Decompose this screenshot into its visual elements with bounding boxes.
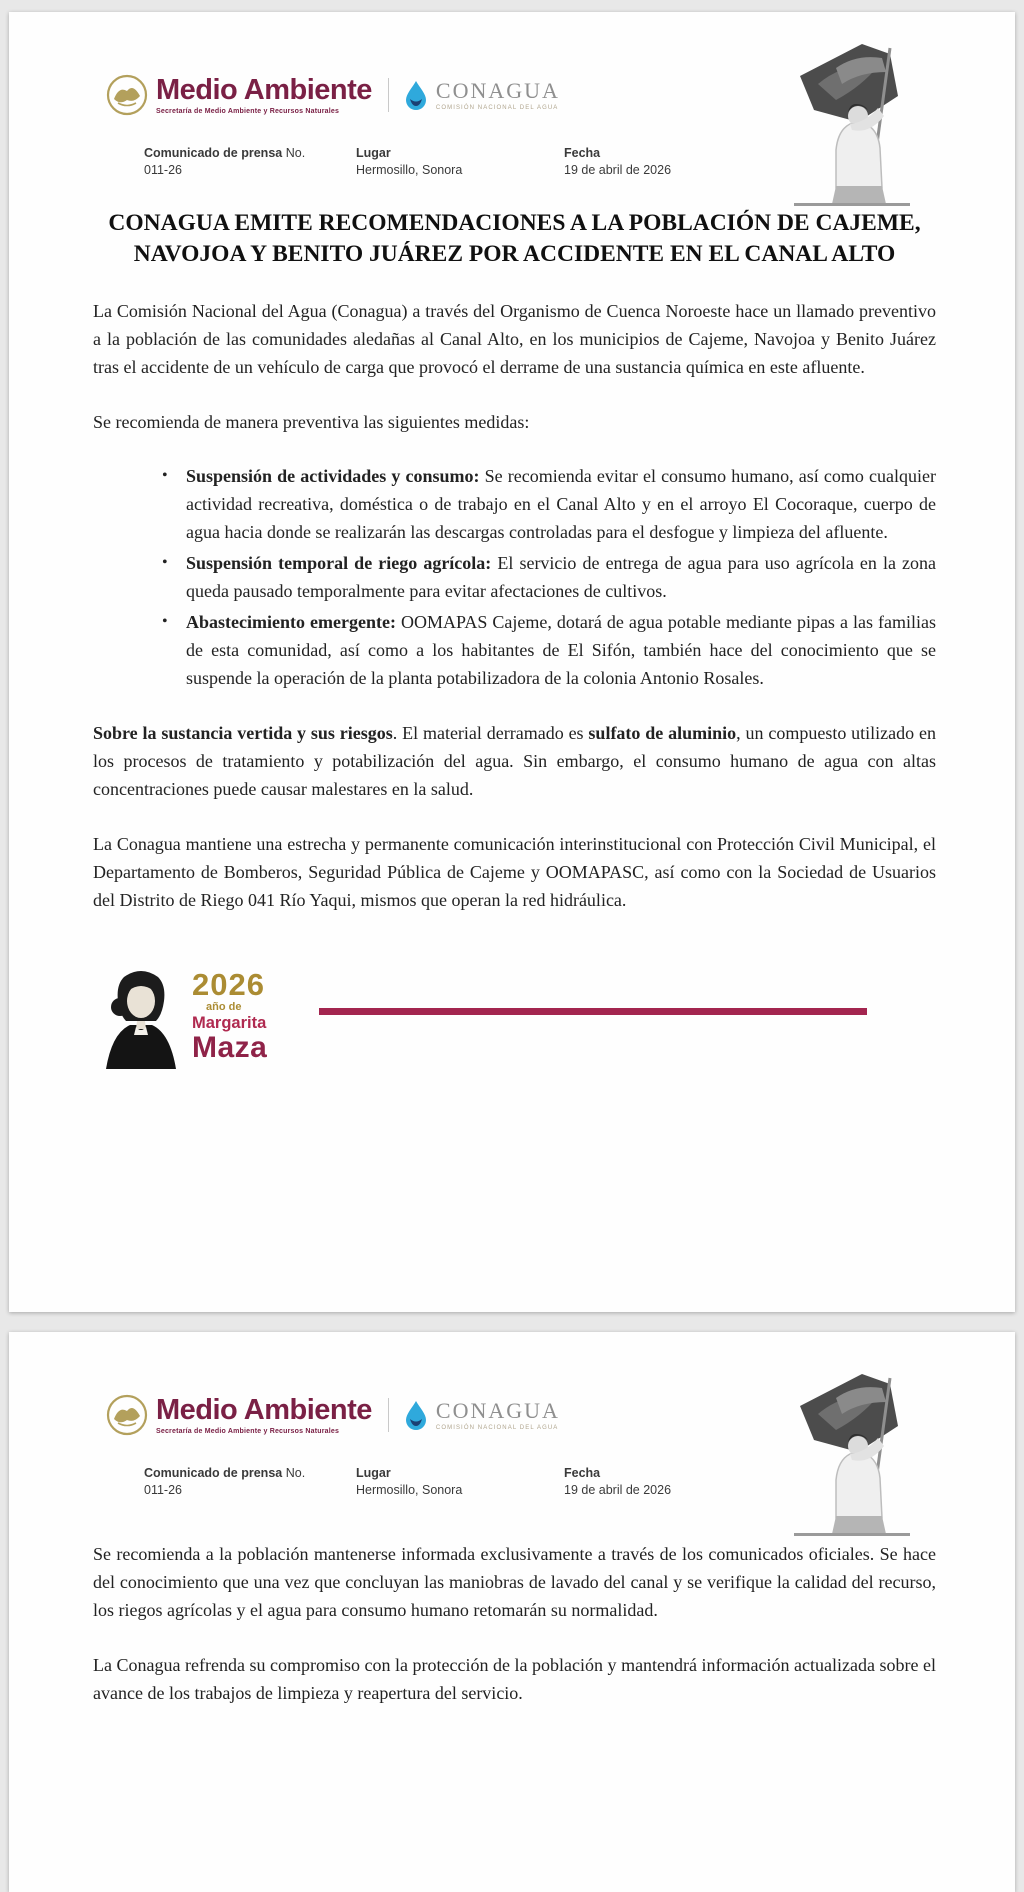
paragraph-informacion-oficial: Se recomienda a la población mantenerse informada exclusivamente a través de los comunicados oficiales. Se hace del conocimiento que una vez que concluyan las maniobras de lavado del canal y se verifique la calidad del recurso, los riegos agrícolas y el agua para consumo humano retomarán su normalidad. (93, 1544, 936, 1620)
conagua-subtitle: COMISIÓN NACIONAL DEL AGUA (435, 1424, 559, 1431)
medio-ambiente-subtitle: Secretaría de Medio Ambiente y Recursos Naturales (156, 107, 340, 115)
comunicado-no-label: No. (285, 1466, 306, 1480)
footer-line-maza: Maza (192, 1030, 268, 1064)
paragraph-compromiso: La Conagua refrenda su compromiso con la protección de la población y mantendrá información actualizada sobre el avance de los trabajos de limpieza y reapertura del servicio. (93, 1655, 936, 1703)
comunicado-no-label: No. (285, 146, 306, 160)
footer-line-ano-de: año de (206, 1001, 242, 1014)
footer-line-margarita: Margarita (192, 1014, 267, 1033)
list-item-suspension-actividades: • Suspensión de actividades y consumo: Se recomienda evitar el consumo humano, así como cualquier actividad recreativa, doméstica o de trabajo en el Canal Alto y en el arroyo El Cocoraque, cuerpo de agua hacia donde se realizarán las descargas controladas para el desfogue y limpieza del afluente. (186, 462, 936, 546)
conagua-title: CONAGUA (435, 77, 560, 103)
medio-ambiente-title: Medio Ambiente (156, 1393, 372, 1426)
medio-ambiente-title: Medio Ambiente (156, 73, 372, 106)
footer-year: 2026 (192, 967, 265, 1003)
press-release-page-2 (9, 1332, 1015, 1892)
document-header (93, 1332, 936, 1502)
lugar-value: Hermosillo, Sonora (356, 1483, 463, 1497)
flag-woman-illustration (766, 1368, 918, 1540)
paragraph-coordinacion: La Conagua mantiene una estrecha y permanente comunicación interinstitucional con Protección Civil Municipal, el Departamento de Bomberos, Seguridad Pública de Cajeme y OOMAPASC, así como con la Sociedad de Usuarios del Distrito de Riego 041 Río Yaqui, mismos que operan la red hidráulica. (93, 834, 936, 910)
comunicado-number: 011-26 (144, 163, 182, 177)
meta-lugar (356, 1466, 564, 1497)
measures-list (93, 462, 936, 692)
conagua-subtitle: COMISIÓN NACIONAL DEL AGUA (435, 104, 559, 111)
paragraph-intro: La Comisión Nacional del Agua (Conagua) a través del Organismo de Cuenca Noroeste hace un llamado preventivo a la población de las comunidades aledañas al Canal Alto, en los municipios de Cajeme, Navojoa y Benito Juárez tras el accidente de un vehículo de carga que provocó el derrame de una sustancia química en este afluente. (93, 301, 936, 377)
lugar-label: Lugar (356, 1466, 391, 1480)
conagua-title: CONAGUA (435, 1397, 560, 1423)
meta-lugar (356, 146, 564, 177)
document-header (93, 12, 936, 182)
list-item-abastecimiento: • Abastecimiento emergente: OOMAPAS Cajeme, dotará de agua potable mediante pipas a las familias de esta comunidad, así como a los habitantes de El Sifón, también hace del conocimiento que se suspende la operación de la planta potabilizadora de la colonia Antonio Rosales. (186, 608, 936, 692)
semarnat-eagle-seal-icon (106, 74, 148, 116)
footer-divider-rule (319, 1008, 867, 1015)
press-release-title: CONAGUA EMITE RECOMENDACIONES A LA POBLACIÓN DE CAJEME, NAVOJOA Y BENITO JUÁREZ POR ACCIDENTE EN EL CANAL ALTO (108, 210, 921, 267)
conagua-logo (403, 1397, 560, 1431)
fecha-label: Fecha (564, 146, 601, 160)
paragraph-measures-lead: Se recomienda de manera preventiva las siguientes medidas: (93, 412, 530, 432)
lugar-label: Lugar (356, 146, 391, 160)
comunicado-label: Comunicado de prensa (144, 1466, 283, 1480)
list-item-suspension-riego: • Suspensión temporal de riego agrícola: El servicio de entrega de agua para uso agrícola en la zona queda pausado temporalmente para evitar afectaciones de cultivos. (186, 549, 936, 605)
paragraph-sustancia: Sobre la sustancia vertida y sus riesgos. El material derramado es sulfato de aluminio, un compuesto utilizado en los procesos de tratamiento y potabilización del agua. Sin embargo, el consumo humano de agua con altas concentraciones puede causar malestares en la salud. (93, 723, 936, 799)
lugar-value: Hermosillo, Sonora (356, 163, 463, 177)
fecha-value: 19 de abril de 2026 (564, 1483, 672, 1497)
medio-ambiente-logo (156, 1393, 372, 1435)
meta-comunicado (144, 146, 356, 177)
semarnat-eagle-seal-icon (106, 1394, 148, 1436)
margarita-maza-lockup (192, 969, 267, 1063)
meta-comunicado (144, 1466, 356, 1497)
logo-divider (388, 1398, 389, 1432)
fecha-label: Fecha (564, 1466, 601, 1480)
fecha-value: 19 de abril de 2026 (564, 163, 672, 177)
margarita-maza-portrait (96, 963, 186, 1069)
press-release-page-1 (9, 12, 1015, 1312)
conagua-drop-icon (403, 80, 429, 110)
comunicado-label: Comunicado de prensa (144, 146, 283, 160)
page-footer (96, 958, 936, 1074)
comunicado-number: 011-26 (144, 1483, 182, 1497)
flag-woman-illustration (766, 38, 918, 210)
medio-ambiente-subtitle: Secretaría de Medio Ambiente y Recursos Naturales (156, 1427, 340, 1435)
medio-ambiente-logo (156, 73, 372, 115)
conagua-logo (403, 77, 560, 111)
logo-divider (388, 78, 389, 112)
conagua-drop-icon (403, 1400, 429, 1430)
